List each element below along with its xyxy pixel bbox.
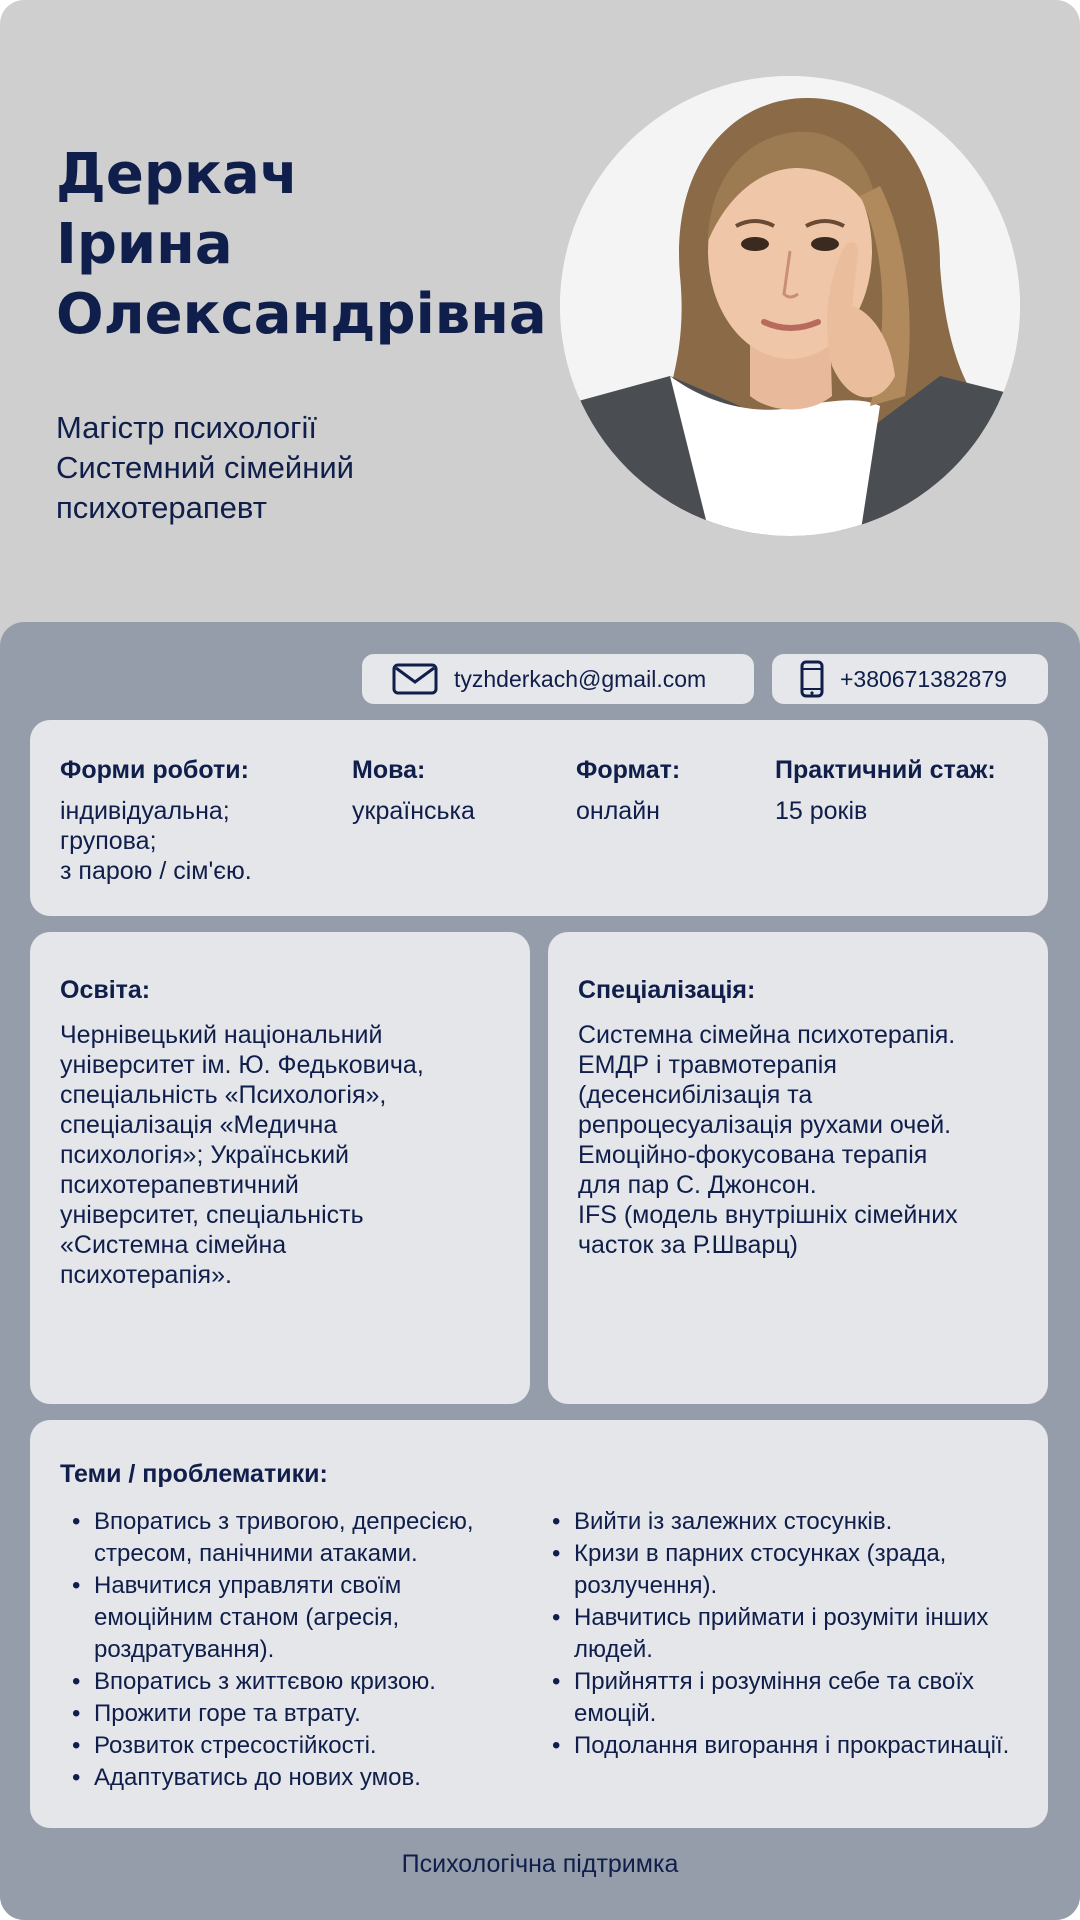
education-line: психотерапевтичний bbox=[60, 1171, 299, 1199]
phone-text[interactable]: +380671382879 bbox=[840, 665, 1007, 692]
psychologist-name bbox=[56, 140, 556, 350]
portrait-illustration bbox=[560, 76, 1020, 536]
topics-title: Теми / проблематики: bbox=[60, 1460, 328, 1488]
topic-line: роздратування). bbox=[94, 1636, 275, 1663]
education-line: університет, спеціальність bbox=[60, 1201, 364, 1229]
topic-item bbox=[540, 1666, 1040, 1730]
education-line: спеціальність «Психологія», bbox=[60, 1081, 387, 1109]
education-card bbox=[30, 932, 530, 1404]
topic-line: емоцій. bbox=[574, 1700, 657, 1727]
education-line: університет ім. Ю. Федьковича, bbox=[60, 1051, 424, 1079]
specialization-card bbox=[548, 932, 1048, 1404]
topic-line: Розвиток стресостійкості. bbox=[94, 1732, 377, 1759]
forms-column bbox=[60, 754, 252, 886]
forms-label: Форми роботи: bbox=[60, 756, 249, 784]
language-value: українська bbox=[352, 797, 475, 825]
email-contact[interactable] bbox=[362, 654, 754, 704]
topic-line: Навчитися управляти своїм bbox=[94, 1572, 402, 1599]
specialization-title: Спеціалізація: bbox=[578, 976, 756, 1004]
topic-item bbox=[60, 1666, 530, 1698]
specialization-line: (десенсибілізація та bbox=[578, 1081, 813, 1109]
name-line: Олександрівна bbox=[56, 282, 547, 347]
format-value: онлайн bbox=[576, 797, 660, 825]
topic-item bbox=[540, 1506, 1040, 1538]
education-line: спеціалізація «Медична bbox=[60, 1111, 338, 1139]
topic-line: Впоратись з життєвою кризою. bbox=[94, 1668, 436, 1695]
topic-item bbox=[60, 1730, 530, 1762]
title-line: психотерапевт bbox=[56, 490, 267, 525]
topic-line: Прожити горе та втрату. bbox=[94, 1700, 361, 1727]
envelope-icon bbox=[392, 663, 438, 695]
specialization-line: для пар С. Джонсон. bbox=[578, 1171, 817, 1199]
format-label: Формат: bbox=[576, 756, 681, 784]
forms-value: індивідуальна; bbox=[60, 797, 230, 825]
topics-list-left bbox=[60, 1506, 530, 1794]
phone-contact[interactable] bbox=[772, 654, 1048, 704]
experience-value: 15 років bbox=[775, 797, 868, 825]
experience-column bbox=[775, 754, 996, 826]
name-line: Деркач bbox=[56, 142, 299, 207]
smartphone-icon bbox=[800, 660, 824, 698]
specialization-line: ЕМДР і травмотерапія bbox=[578, 1051, 837, 1079]
topic-line: Адаптуватись до нових умов. bbox=[94, 1764, 421, 1791]
title-line: Системний сімейний bbox=[56, 450, 354, 485]
specialization-line: Емоційно-фокусована терапія bbox=[578, 1141, 928, 1169]
forms-values bbox=[60, 796, 252, 886]
professional-titles bbox=[56, 408, 526, 528]
education-title: Освіта: bbox=[60, 976, 151, 1004]
format-column bbox=[576, 754, 680, 826]
topic-item bbox=[540, 1602, 1040, 1666]
topic-line: розлучення). bbox=[574, 1572, 718, 1599]
topic-item bbox=[60, 1570, 530, 1666]
language-label: Мова: bbox=[352, 756, 426, 784]
topic-line: емоційним станом (агресія, bbox=[94, 1604, 400, 1631]
topic-line: Прийняття і розуміння себе та своїх bbox=[574, 1668, 975, 1695]
topic-item bbox=[60, 1698, 530, 1730]
topic-item bbox=[60, 1506, 530, 1570]
education-line: «Системна сімейна bbox=[60, 1231, 287, 1259]
topic-item bbox=[60, 1762, 530, 1794]
title-line: Магістр психології bbox=[56, 410, 317, 445]
education-text bbox=[60, 1020, 500, 1290]
topic-line: людей. bbox=[574, 1636, 653, 1663]
experience-label: Практичний стаж: bbox=[775, 756, 996, 784]
topic-line: стресом, панічними атаками. bbox=[94, 1540, 418, 1567]
work-info-card bbox=[30, 720, 1048, 916]
language-column bbox=[352, 754, 475, 826]
topic-line: Подолання вигорання і прокрастинації. bbox=[574, 1732, 1010, 1759]
topic-item bbox=[540, 1730, 1040, 1762]
specialization-line: репроцесуалізація рухами очей. bbox=[578, 1111, 952, 1139]
forms-value: групова; bbox=[60, 827, 157, 855]
email-text[interactable]: tyzhderkach@gmail.com bbox=[454, 665, 707, 692]
footer-caption: Психологічна підтримка bbox=[401, 1850, 679, 1878]
topic-line: Вийти із залежних стосунків. bbox=[574, 1508, 893, 1535]
topic-line: Навчитись приймати і розуміти інших bbox=[574, 1604, 989, 1631]
profile-photo bbox=[560, 76, 1020, 536]
specialization-line: IFS (модель внутрішніх сімейних bbox=[578, 1201, 958, 1229]
forms-value: з парою / сім'єю. bbox=[60, 857, 252, 885]
specialization-line: Системна сімейна психотерапія. bbox=[578, 1021, 956, 1049]
topics-list-right bbox=[540, 1506, 1040, 1762]
topic-line: Кризи в парних стосунках (зрада, bbox=[574, 1540, 947, 1567]
education-line: Чернівецький національний bbox=[60, 1021, 383, 1049]
specialization-text bbox=[578, 1020, 1018, 1260]
topics-card bbox=[30, 1420, 1048, 1828]
topic-item bbox=[540, 1538, 1040, 1602]
topic-line: Впоратись з тривогою, депресією, bbox=[94, 1508, 474, 1535]
education-line: психологія»; Український bbox=[60, 1141, 350, 1169]
specialization-line: часток за Р.Шварц) bbox=[578, 1231, 798, 1259]
name-line: Ірина bbox=[56, 212, 233, 277]
profile-header bbox=[0, 0, 1080, 640]
education-line: психотерапія». bbox=[60, 1261, 232, 1289]
